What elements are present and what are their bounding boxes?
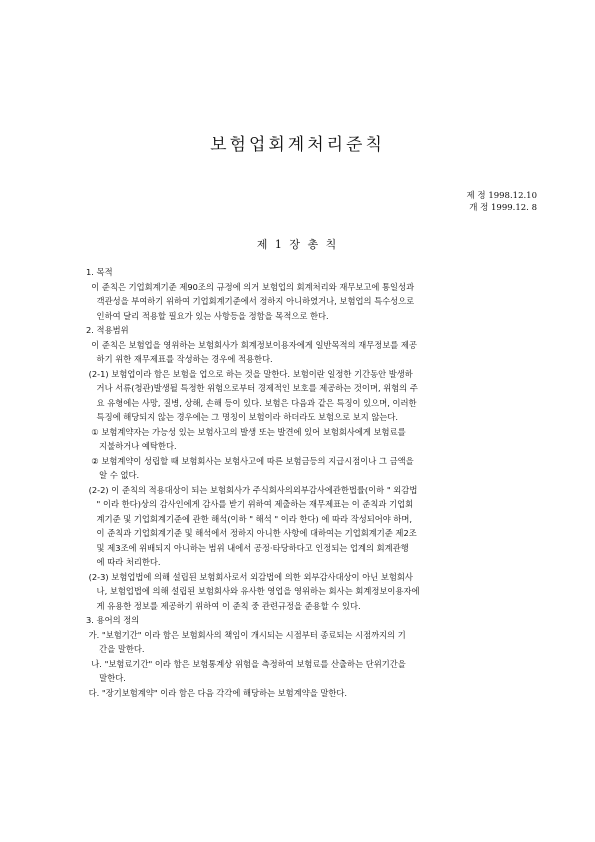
text-line: (2-1) 보험업이라 함은 보험을 업으로 하는 것을 말한다. 보험이란 일정한 기간동안 발생하 (86, 368, 413, 379)
text-line: 계기준 및 기업회계기준에 관한 해석(이하 " 해석 " 이라 한다) 에 따라 작성되어야 하며, (86, 513, 413, 524)
text-line: 지불하거나 예탁한다. (86, 441, 177, 451)
text-line: 말한다. (86, 673, 126, 683)
text-line: 다. "장기보험계약" 이라 함은 다음 각각에 해당하는 보험계약을 말한다. (86, 687, 348, 698)
text-line: 이 준칙은 기업회계기준 제90조의 규정에 의거 보험업의 회계처리와 재무보고에 통일성과 (86, 281, 415, 292)
document-body (86, 265, 514, 700)
text-line: 2. 적용범위 (86, 325, 129, 335)
text-line: 및 제3조에 위배되지 아니하는 범위 내에서 공정·타당하다고 인정되는 업계의 회계관행 (86, 542, 409, 553)
text-line: ① 보험계약자는 가능성 있는 보험사고의 발생 또는 발견에 있어 보험회사에게 보험료를 (86, 426, 406, 437)
text-line: 3. 용어의 정의 (86, 615, 140, 625)
amend-date: 개 정 1999.12. 8 (469, 203, 537, 213)
text-line: 게 유용한 정보를 제공하기 위하여 이 준칙 중 관련규정을 준용할 수 있다. (86, 600, 361, 611)
text-line: ② 보험계약이 성립할 때 보험회사는 보험사고에 따른 보험금등의 지급시점이나 그 금액을 (86, 455, 414, 466)
text-line: 거나 서류(청관)발생될 특정한 위험으로부터 경제적인 보호를 제공하는 것이며, 위험의 주 (86, 383, 418, 393)
revision-dates (467, 190, 538, 214)
text-line: (2-2) 이 준칙의 적용대상이 되는 보험회사가 주식회사의외부감사에관한법률(이하 " 외감법 (86, 484, 418, 495)
chapter-heading: 제 1 장 총 칙 (256, 238, 339, 251)
text-line: 1. 목적 (86, 267, 113, 277)
text-line: 요 유형에는 사망, 질병, 상해, 손해 등이 있다. 보험은 다음과 같은 특징이 있으며, 이러한 (86, 397, 417, 408)
text-line: 객관성을 부여하기 위하여 기업회계기준에서 정하지 아니하였거나, 보험업의 특수성으로 (86, 296, 415, 306)
text-line: " 이라 한다)상의 감사인에게 감사를 받기 위하여 제출하는 재무제표는 이 준칙과 기업회 (86, 499, 414, 509)
enact-date: 제 정 1998.12.10 (466, 191, 537, 201)
text-line: 인하여 달리 적용할 필요가 있는 사항등을 정함을 목적으로 한다. (86, 310, 329, 321)
text-line: 특징에 해당되지 않는 경우에는 그 명칭이 보험이라 하더라도 보험으로 보지 않는다. (86, 412, 399, 422)
text-line: 가. "보험기간" 이라 함은 보험회사의 책임이 개시되는 시점부터 종료되는 시점까지의 기 (86, 629, 406, 640)
text-line: 나. "보험료기간" 이라 함은 보험통계상 위험을 측정하여 보험료를 산출하는 단위기간을 (86, 658, 406, 669)
text-line: 알 수 없다. (86, 470, 140, 480)
text-line: 하기 위한 재무제표를 작성하는 경우에 적용한다. (86, 354, 273, 364)
document-title: 보험업회계처리준칙 (210, 135, 385, 155)
text-line: (2-3) 보험업법에 의해 설립된 보험회사로서 외감법에 의한 외부감사대상이 아닌 보험회사 (86, 571, 413, 582)
text-line: 이 준칙은 보험업을 영위하는 보험회사가 회계정보이용자에게 일반목적의 재무정보를 제공 (86, 339, 417, 350)
text-line: 간을 말한다. (86, 644, 145, 654)
text-line: 에 따라 처리한다. (86, 557, 161, 567)
text-line: 이 준칙과 기업회계기준 및 해석에서 정하지 아니한 사항에 대하여는 기업회계기준 제2조 (86, 528, 417, 538)
text-line: 나, 보험업법에 의해 설립된 보험회사와 유사한 영업을 영위하는 회사는 회계정보이용자에 (86, 586, 420, 596)
